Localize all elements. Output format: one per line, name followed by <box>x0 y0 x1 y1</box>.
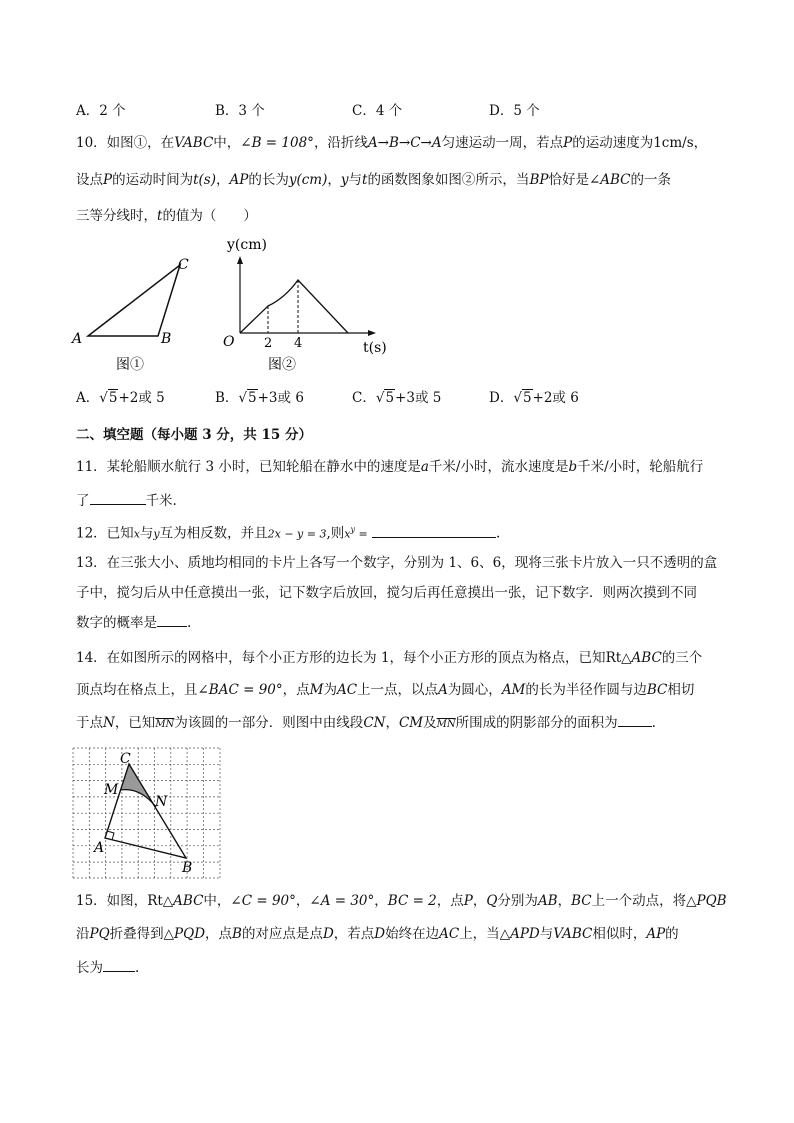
x-axis-arrow <box>368 330 376 336</box>
q9-option-a: A．2 个 <box>76 103 126 119</box>
q9-option-d: D．5 个 <box>489 103 540 119</box>
q11-line2: 了 千米. <box>76 490 177 511</box>
q10-option-c: C．√5+3或 5 <box>352 390 442 406</box>
q10-line1: 10．如图①，在VABC中，∠B = 108°，沿折线A→B→C→A匀速运动一周，若点P的运动速度为1cm/s， <box>76 135 708 151</box>
q10-option-b: B．√5+3或 6 <box>215 390 304 406</box>
q13-line2: 子中，搅匀后从中任意摸出一张，记下数字后放回，搅匀后再任意摸出一张，记下数字．则两次摸到不同 <box>76 585 697 601</box>
q10-line3: 三等分线时，t的值为（ ） <box>76 208 257 224</box>
triangle-abc <box>88 265 180 336</box>
q15-line2: 沿PQ折叠得到△PQD，点B的对应点是点D，若点D始终在边AC上，当△APD与VABC相似时，AP的 <box>76 926 679 942</box>
fig2-ylabel: y(cm) <box>227 237 267 253</box>
grid-lines <box>73 748 220 878</box>
grid-label-c: C <box>120 751 131 767</box>
fig1-label-a: A <box>72 331 83 347</box>
section2-title: 二、填空题（每小题 3 分，共 15 分） <box>76 427 312 443</box>
grid-label-m: M <box>104 782 119 798</box>
q10-figure2 <box>220 234 395 374</box>
q9-option-c: C．4 个 <box>352 103 403 119</box>
fig1-caption: 图① <box>116 357 144 373</box>
q10-option-d: D．√5+2或 6 <box>489 390 579 406</box>
grid-label-a: A <box>94 840 105 856</box>
q15-line1: 15．如图，Rt△ABC中，∠C = 90°，∠A = 30°，BC = 2，点P，Q分别为AB，BC上一个动点，将△PQB <box>76 893 727 909</box>
triangle-abc-grid <box>105 764 186 858</box>
q15-line3: 长为 . <box>76 957 139 978</box>
y-axis-arrow <box>237 256 243 264</box>
grid-label-n: N <box>155 794 168 810</box>
q10-figure1 <box>70 255 200 375</box>
q14-answer-blank[interactable] <box>618 712 652 727</box>
q14-line1: 14．在如图所示的网格中，每个小正方形的边长为 1，每个小正方形的顶点为格点，已知Rt△ABC的三个 <box>76 650 703 666</box>
grid-label-b: B <box>182 860 193 876</box>
fig2-caption: 图② <box>268 357 296 373</box>
q11-answer-blank[interactable] <box>90 490 146 505</box>
q13-line3: 数字的概率是 . <box>76 612 191 633</box>
fig2-xlabel: t(s) <box>363 340 387 356</box>
graph-curve <box>240 280 348 333</box>
fig1-label-c: C <box>178 257 189 273</box>
q14-line3: 于点N，已知$\overline{MN}$为该圆的一部分．则图中由线段CN，CM及$\overline{MN}$所围成的阴影部分的面积为 . <box>76 712 656 735</box>
q14-grid-figure <box>70 745 225 880</box>
q15-answer-blank[interactable] <box>103 957 135 972</box>
q14-line2: 顶点均在格点上，且∠BAC = 90°，点M为AC上一点，以点A为圆心，AM的长为半径作圆与边BC相切 <box>76 682 695 698</box>
fig2-tick-2: 2 <box>264 336 273 351</box>
q11-line1: 11．某轮船顺水航行 3 小时，已知轮船在静水中的速度是a千米/小时，流水速度是b千米/小时，轮船航行 <box>76 459 704 475</box>
q10-line2: 设点P的运动时间为t(s)，AP的长为y(cm)，y与t的函数图象如图②所示，当BP恰好是∠ABC的一条 <box>76 172 672 188</box>
q12-answer-blank[interactable] <box>372 523 496 538</box>
q10-option-a: A．√5+2或 5 <box>76 390 165 406</box>
q9-option-b: B．3 个 <box>215 103 265 119</box>
fig2-tick-4: 4 <box>294 336 303 351</box>
q13-line1: 13．在三张大小、质地均相同的卡片上各写一个数字，分别为 1、6、6，现将三张卡片放入一只不透明的盒 <box>76 555 718 571</box>
fig1-label-b: B <box>161 331 172 347</box>
q12-line: 12．已知x与y互为相反数，并且2x − y = 3,则$x^y$ = . <box>76 520 500 545</box>
q13-answer-blank[interactable] <box>157 612 187 627</box>
fig2-origin: O <box>223 334 235 350</box>
